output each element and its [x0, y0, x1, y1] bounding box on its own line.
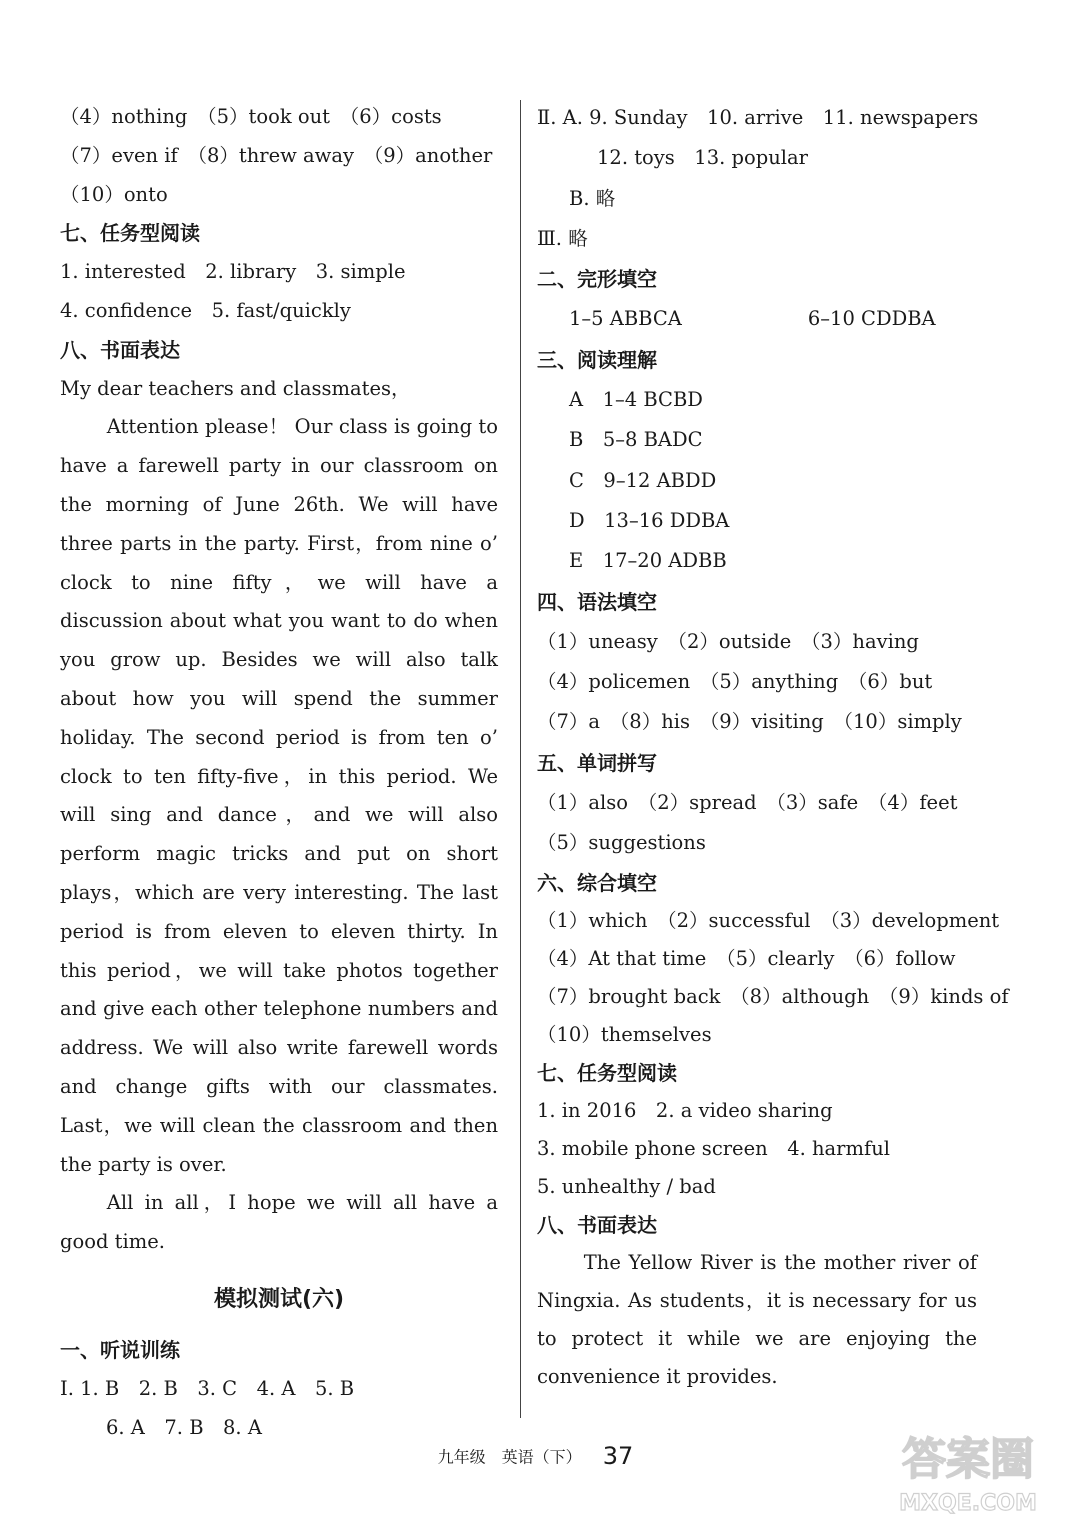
answer-line: （4）nothing （5）took out （6）costs: [60, 105, 442, 128]
answer-line: （7）a （8）his （9）visiting （10）simply: [537, 710, 962, 734]
section-heading: 八、书面表达: [60, 337, 180, 362]
answer-group: 6–10 CDDBA: [807, 307, 936, 331]
right-column: [537, 98, 1009, 1396]
answer-line: Ⅱ. A. 9. Sunday 10. arrive 11. newspapers: [537, 106, 979, 129]
answer-line: E 17–20 ADBB: [569, 549, 727, 573]
answer-line: 12. toys 13. popular: [597, 146, 808, 170]
section-heading: 七、任务型阅读: [60, 221, 200, 246]
answer-line: Ⅲ. 略: [537, 226, 588, 250]
answer-line: B 5–8 BADC: [569, 428, 703, 452]
left-column: [60, 98, 498, 1447]
answer-line: A 1–4 BCBD: [569, 388, 703, 412]
answer-group: 1–5 ABBCA: [569, 307, 682, 331]
answer-line: （1）uneasy （2）outside （3）having: [537, 629, 919, 653]
column-divider: [520, 100, 521, 1418]
answer-line: （4）policemen （5）anything （6）but: [537, 670, 933, 694]
answer-line: （10）onto: [60, 182, 168, 206]
footer-label: 九年级 英语（下）: [437, 1447, 582, 1467]
essay-paragraph: Attention please！ Our class is going to have a farewell party in our classroom on the morning of June 26th. We will have three parts in the party. First，from nine o’ clock to nine fifty，we will have a discussion about what you want to do when you grow up. Besides we will also talk about how you will spend the summer holiday. The second period is from ten o’ clock to ten fifty-five，in this period. We will sing and dance，and we will also perform magic tricks and put on short plays，which are very interesting. The last period is from eleven to eleven thirty. In this period，we will take photos together and give each other telephone numbers and address. We will also write farewell words and change gifts with our classmates. Last，we will clean the classroom and then the party is over.: [60, 415, 498, 1176]
answer-line: （5）suggestions: [537, 831, 706, 855]
watermark-text: 答案圈: [902, 1434, 1034, 1485]
essay-paragraph: The Yellow River is the mother river of Ningxia. As students，it is necessary for us to protect it while we are enjoying the convenience it provides.: [537, 1250, 977, 1388]
answer-line: 3. mobile phone screen 4. harmful: [537, 1136, 891, 1160]
watermark-logo: [883, 1422, 1053, 1522]
test-title: 模拟测试(六): [213, 1286, 345, 1312]
section-heading: 二、完形填空: [537, 267, 657, 292]
section-heading: 三、阅读理解: [537, 347, 657, 372]
essay-greeting: My dear teachers and classmates，: [60, 376, 411, 400]
answer-line: 1. interested 2. library 3. simple: [60, 260, 406, 284]
answer-line: 6. A 7. B 8. A: [106, 1415, 262, 1439]
section-heading: 六、综合填空: [537, 870, 657, 895]
answer-line: 1. in 2016 2. a video sharing: [537, 1098, 833, 1122]
page-number: 37: [602, 1442, 634, 1470]
answer-line: [537, 299, 977, 339]
answer-line: C 9–12 ABDD: [569, 468, 717, 492]
essay-paragraph: All in all，I hope we will all have a good time.: [60, 1191, 498, 1254]
answer-line: 4. confidence 5. fast/quickly: [60, 298, 351, 322]
answer-line: （1）which （2）successful （3）development: [537, 908, 1000, 932]
essay: [60, 408, 498, 1262]
answer-line: （10）themselves: [537, 1022, 712, 1046]
answer-line: Ⅰ. 1. B 2. B 3. C 4. A 5. B: [60, 1376, 355, 1400]
answer-line: B. 略: [569, 186, 616, 210]
section-heading: 四、语法填空: [537, 589, 657, 614]
answer-line: （7）even if （8）threw away （9）another: [60, 143, 493, 167]
section-heading: 五、单词拼写: [537, 750, 657, 775]
answer-line: 5. unhealthy / bad: [537, 1174, 716, 1198]
section-heading: 七、任务型阅读: [537, 1060, 677, 1085]
answer-line: （4）At that time （5）clearly （6）follow: [537, 946, 956, 970]
section-heading: 八、书面表达: [537, 1212, 657, 1237]
answer-line: （7）brought back （8）although （9）kinds of: [537, 984, 1009, 1008]
watermark-domain: MXQE.COM: [899, 1491, 1037, 1516]
essay: [537, 1244, 977, 1396]
answer-line: （1）also （2）spread （3）safe （4）feet: [537, 791, 958, 815]
section-heading: 一、听说训练: [60, 1337, 180, 1362]
answer-line: D 13–16 DDBA: [569, 508, 730, 532]
